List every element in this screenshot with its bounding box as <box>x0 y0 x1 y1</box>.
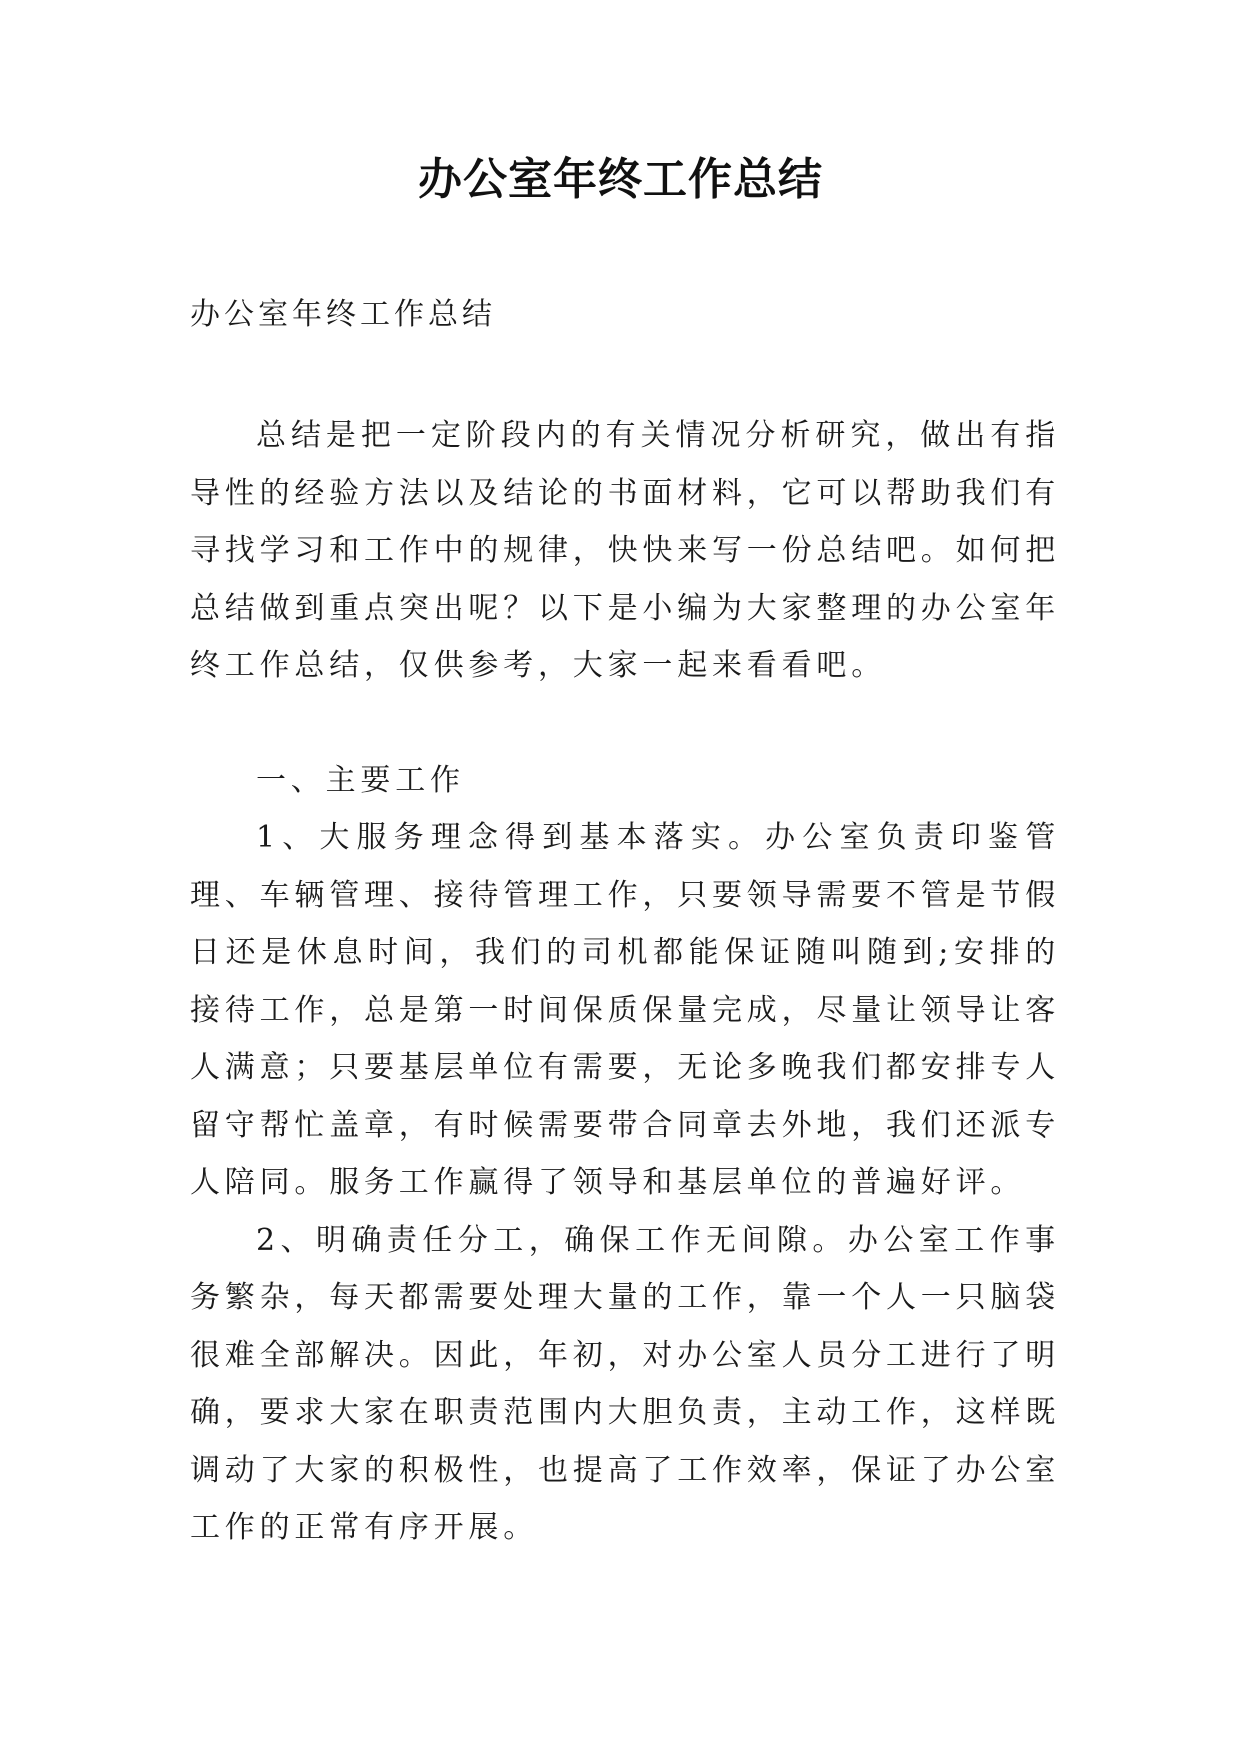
document-title: 办公室年终工作总结 <box>418 154 823 205</box>
intro-paragraph: 总结是把一定阶段内的有关情况分析研究，做出有指导性的经验方法以及结论的书面材料，它可以帮助我们有寻找学习和工作中的规律，快快来写一份总结吧。如何把总结做到重点突出呢？以下是小编为大家整理的办公室年终工作总结，仅供参考，大家一起来看看吧。 <box>190 418 1060 683</box>
document-body <box>190 407 1060 1557</box>
document-subtitle: 办公室年终工作总结 <box>190 297 496 332</box>
work-item-1-paragraph: 1、大服务理念得到基本落实。办公室负责印鉴管理、车辆管理、接待管理工作，只要领导需要不管是节假日还是休息时间，我们的司机都能保证随叫随到;安排的接待工作，总是第一时间保质保量完成，尽量让领导让客人满意；只要基层单位有需要，无论多晚我们都安排专人留守帮忙盖章，有时候需要带合同章去外地，我们还派专人陪同。服务工作赢得了领导和基层单位的普遍好评。 <box>190 820 1060 1200</box>
section-heading-main-work: 一、主要工作 <box>256 762 465 798</box>
work-item-2-paragraph: 2、明确责任分工，确保工作无间隙。办公室工作事务繁杂，每天都需要处理大量的工作，靠一个人一只脑袋很难全部解决。因此，年初，对办公室人员分工进行了明确，要求大家在职责范围内大胆负责，主动工作，这样既调动了大家的积极性，也提高了工作效率，保证了办公室工作的正常有序开展。 <box>190 1222 1060 1545</box>
